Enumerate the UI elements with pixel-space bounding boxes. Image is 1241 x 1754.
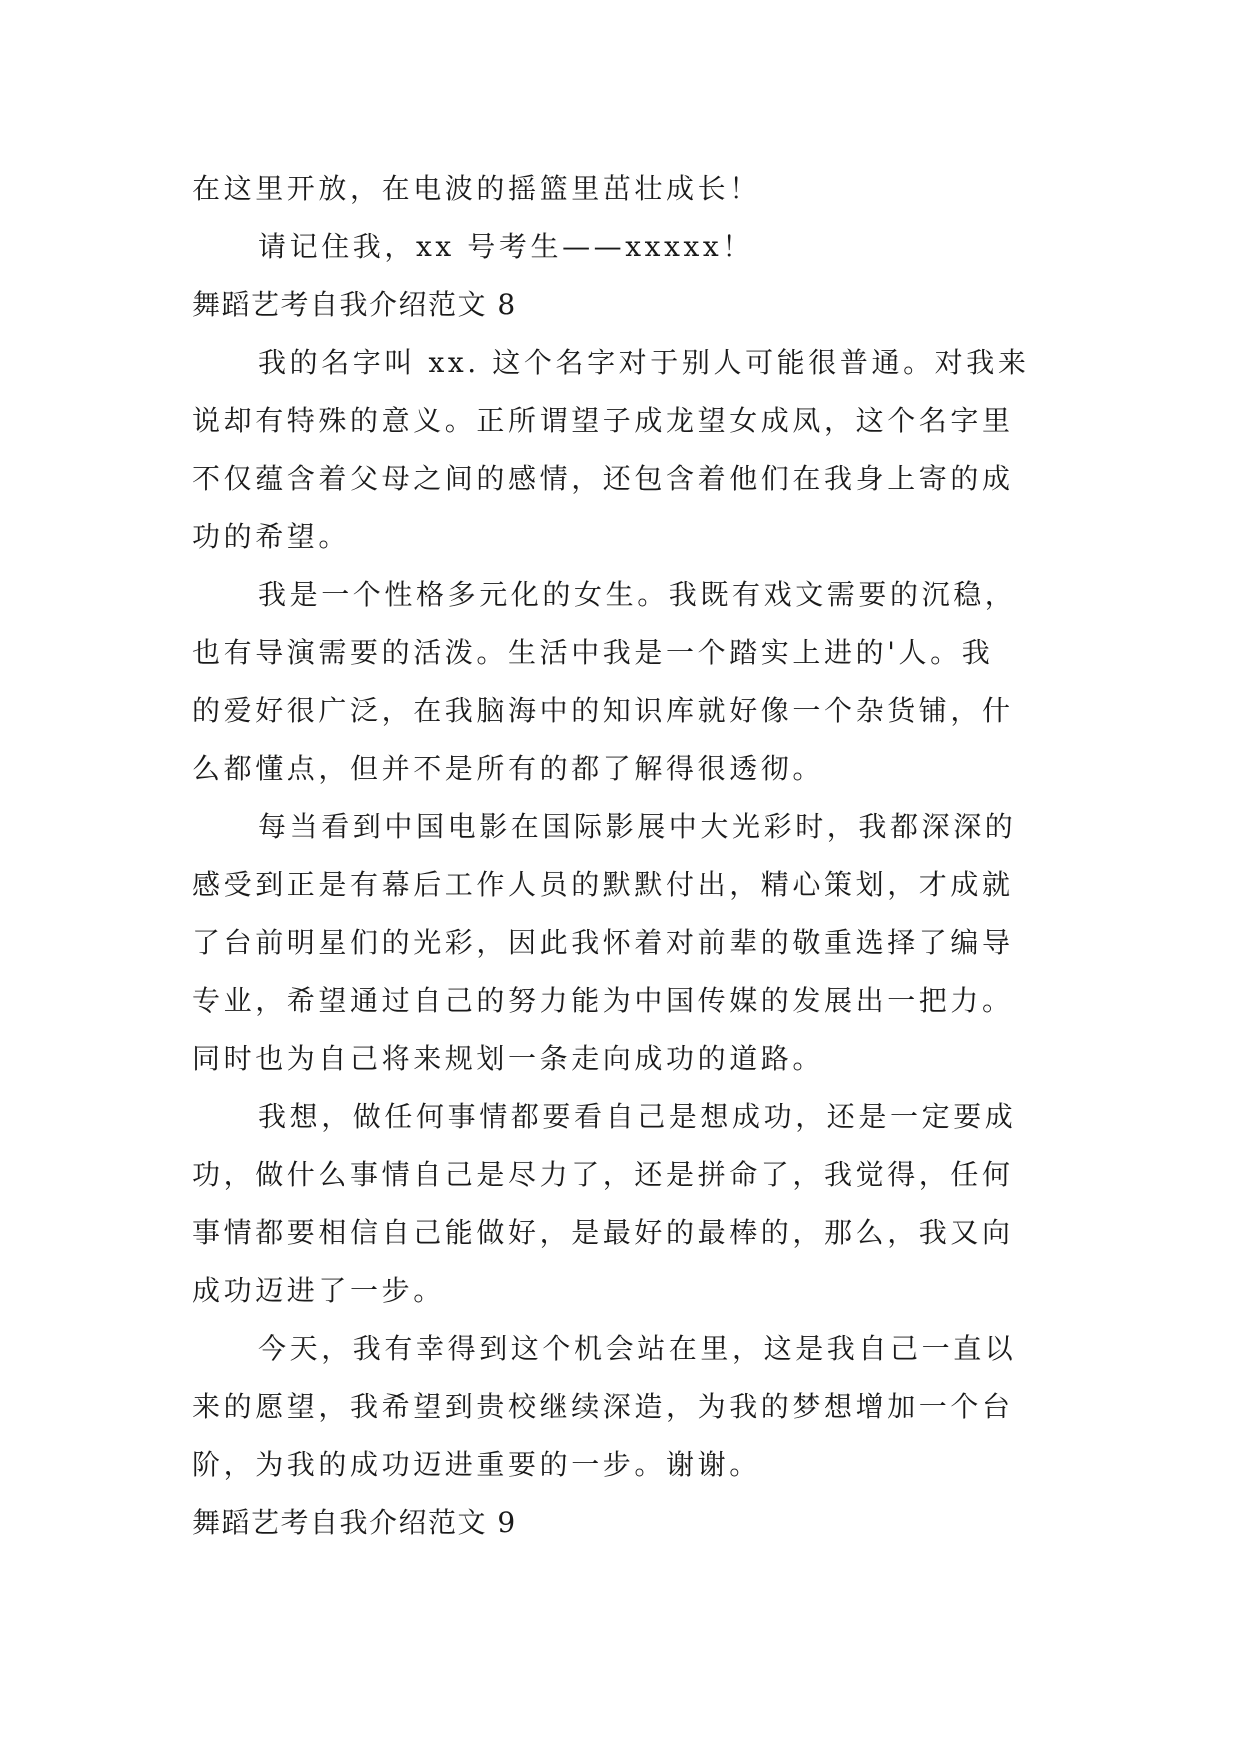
section-8-paragraph-1 — [192, 334, 1072, 566]
paragraph-line: 功的希望。 — [192, 520, 351, 553]
paragraph-line: 感受到正是有幕后工作人员的默默付出，精心策划，才成就 — [192, 868, 1014, 901]
paragraph-line: 来的愿望，我希望到贵校继续深造，为我的梦想增加一个台 — [192, 1390, 1014, 1423]
paragraph-line: 我想，做任何事情都要看自己是想成功，还是一定要成 — [258, 1100, 1017, 1133]
paragraph-line: 不仅蕴含着父母之间的感情，还包含着他们在我身上寄的成 — [192, 462, 1014, 495]
paragraph-line: 的爱好很广泛，在我脑海中的知识库就好像一个杂货铺，什 — [192, 694, 1014, 727]
paragraph-line: 我的名字叫 xx. 这个名字对于别人可能很普通。对我来 — [258, 346, 1030, 379]
paragraph-line: 我是一个性格多元化的女生。我既有戏文需要的沉稳， — [258, 578, 1017, 611]
paragraph-line: 么都懂点，但并不是所有的都了解得很透彻。 — [192, 752, 825, 785]
paragraph-line: 功，做什么事情自己是尽力了，还是拼命了，我觉得，任何 — [192, 1158, 1014, 1191]
section-8-heading: 舞蹈艺考自我介绍范文 8 — [192, 288, 517, 321]
paragraph-line: 每当看到中国电影在国际影展中大光彩时，我都深深的 — [258, 810, 1017, 843]
section-8-paragraph-5 — [192, 1320, 1072, 1494]
paragraph-line: 说却有特殊的意义。正所谓望子成龙望女成凤，这个名字里 — [192, 404, 1014, 437]
section-8-paragraph-3 — [192, 798, 1072, 1088]
section-9-heading: 舞蹈艺考自我介绍范文 9 — [192, 1506, 517, 1539]
paragraph-line: 今天，我有幸得到这个机会站在里，这是我自己一直以 — [258, 1332, 1017, 1365]
paragraph-line: 事情都要相信自己能做好，是最好的最棒的，那么，我又向 — [192, 1216, 1014, 1249]
paragraph-line: 专业，希望通过自己的努力能为中国传媒的发展出一把力。 — [192, 984, 1014, 1017]
section-8-paragraph-4 — [192, 1088, 1072, 1320]
paragraph-line: 了台前明星们的光彩，因此我怀着对前辈的敬重选择了编导 — [192, 926, 1014, 959]
intro-line-1: 在这里开放，在电波的摇篮里茁壮成长！ — [192, 172, 761, 205]
paragraph-line: 阶，为我的成功迈进重要的一步。谢谢。 — [192, 1448, 761, 1481]
section-8-paragraph-2 — [192, 566, 1072, 798]
paragraph-line: 也有导演需要的活泼。生活中我是一个踏实上进的'人。我 — [192, 636, 994, 669]
paragraph-line: 成功迈进了一步。 — [192, 1274, 445, 1307]
paragraph-line: 同时也为自己将来规划一条走向成功的道路。 — [192, 1042, 825, 1075]
document-body — [192, 160, 1072, 1552]
intro-line-2: 请记住我，xx 号考生——xxxxx！ — [258, 230, 754, 263]
